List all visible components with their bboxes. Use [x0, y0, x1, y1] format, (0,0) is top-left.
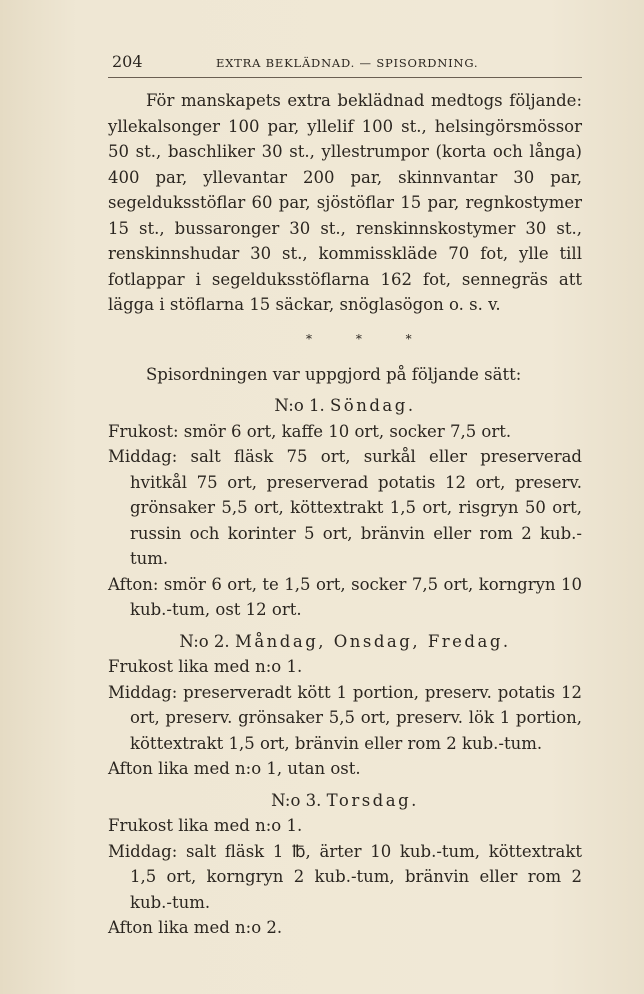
- menu-entry-afton: Afton lika med n:o 2.: [108, 918, 283, 937]
- menu-number: N:o 2.: [179, 631, 230, 651]
- menu-entry-afton: Afton: smör 6 ort, te 1,5 ort, socker 7,5 ort, korngryn 10 kub.-tum, ost 12 ort.: [108, 574, 582, 619]
- menu-number: N:o 3.: [271, 790, 322, 810]
- menu-2: [108, 629, 582, 782]
- menu-days: Måndag, Onsdag, Fredag.: [234, 631, 511, 651]
- menu-entry-middag: Middag: preserveradt kött 1 portion, preserv. potatis 12 ort, preserv. grönsaker 5,5 ort, preserv. lök 1 portion, köttextrakt 1,5 ort, bränvin eller rom 2 kub.-tum.: [108, 682, 582, 753]
- menu-entry-middag: Middag: salt fläsk 1 ℔, ärter 10 kub.-tum, köttextrakt 1,5 ort, korngryn 2 kub.-tum, bränvin eller rom 2 kub.-tum.: [108, 841, 582, 912]
- menu-entry-frukost: Frukost lika med n:o 1.: [108, 816, 303, 835]
- intro-paragraph: För manskapets extra beklädnad medtogs följande: yllekalsonger 100 par, yllelif 100 st., helsingörsmössor 50 st., baschliker 30 st., yllestrumpor (korta och långa) 400 par, yllevantar 200 par, skinnvantar 30 par, segelduksstöflar 60 par, sjöstöflar 15 par, regnkostymer 15 st., bussaronger 30 st., renskinnskostymer 30 st., renskinnshudar 30 st., kommisskläde 70 fot, ylle till fotlappar i segelduksstöflarna 162 fot, sennegräs att lägga i stöflarna 15 säckar, snöglasögon o. s. v.: [108, 91, 582, 314]
- menu-heading: [108, 629, 582, 655]
- page-number: 204: [112, 52, 143, 71]
- menu-heading: [108, 788, 582, 814]
- running-title: EXTRA BEKLÄDNAD. — SPISORDNING.: [216, 56, 479, 70]
- menu-intro: Spisordningen var uppgjord på följande sätt:: [146, 364, 522, 384]
- menu-days: Söndag.: [330, 396, 416, 415]
- menu-entry-frukost: Frukost: smör 6 ort, kaffe 10 ort, socker 7,5 ort.: [108, 421, 512, 441]
- menu-1: [108, 393, 582, 623]
- header-rule: [108, 77, 582, 78]
- menu-number: N:o 1.: [274, 396, 325, 415]
- section-separator: [108, 318, 582, 362]
- menu-entry-afton: Afton lika med n:o 1, utan ost.: [108, 759, 361, 778]
- menu-heading: [108, 393, 582, 419]
- menu-entry-middag: Middag: salt fläsk 75 ort, surkål eller preserverad hvitkål 75 ort, preserverad potatis 12 ort, preserv. grönsaker 5,5 ort, köttextrakt 1,5 ort, risgryn 50 ort, russin och korinter 5 ort, bränvin eller rom 2 kub.-tum.: [108, 447, 582, 568]
- menu-3: [108, 788, 582, 941]
- separator-text: * * *: [306, 331, 432, 346]
- page-header: [108, 52, 582, 72]
- menu-entry-frukost: Frukost lika med n:o 1.: [108, 657, 303, 676]
- page-body: [108, 88, 582, 941]
- menu-days: Torsdag.: [326, 790, 419, 810]
